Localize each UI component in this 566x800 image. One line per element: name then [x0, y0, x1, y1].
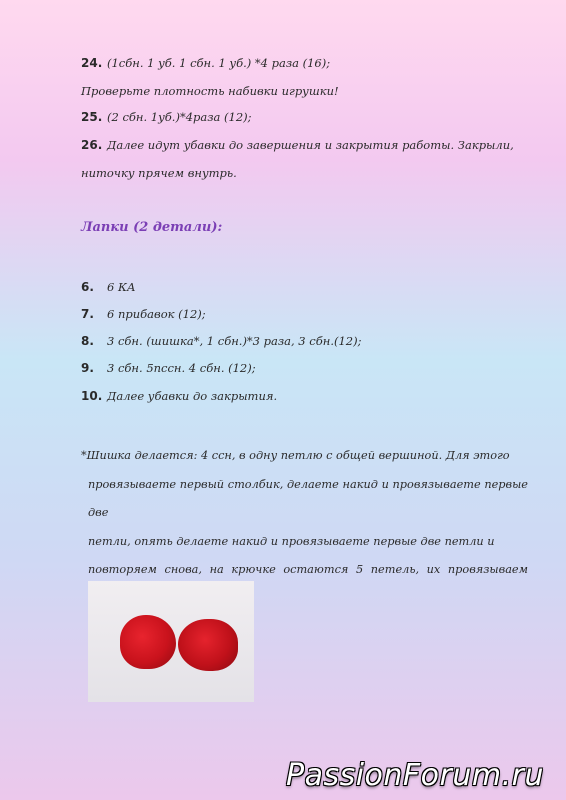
row-number: 6. [81, 280, 94, 294]
footnote-line: повторяем снова, на крючке остаются 5 петель, их провязываем [88, 563, 528, 576]
crochet-paw [178, 619, 238, 671]
row-26 [81, 138, 514, 152]
row-24 [81, 56, 330, 70]
row-number: 26. [81, 138, 103, 152]
paw-row-7 [81, 307, 206, 321]
paw-row-8 [81, 334, 361, 348]
row-text: Проверьте плотность набивки игрушки! [81, 84, 339, 98]
row-text: ниточку прячем внутрь. [81, 166, 237, 180]
row-text: 6 КА [107, 280, 136, 294]
row-text: 6 прибавок (12); [107, 307, 206, 321]
section-heading: Лапки (2 детали): [81, 220, 223, 235]
footnote-line: петли, опять делаете накид и провязываете первые две петли и [88, 534, 495, 548]
row-number: 24. [81, 56, 103, 70]
row-number: 7. [81, 307, 94, 321]
row-number: 25. [81, 110, 103, 124]
crochet-paw [120, 615, 176, 669]
row-text: (2 сбн. 1уб.)*4раза (12); [107, 110, 252, 124]
paws-photo [88, 581, 254, 702]
watermark: PassionForum.ru [285, 758, 544, 793]
paw-row-10 [81, 389, 277, 403]
row-text: (1сбн. 1 уб. 1 сбн. 1 уб.) *4 раза (16); [107, 56, 331, 70]
row-check-note [81, 84, 339, 98]
row-text: Далее убавки до закрытия. [107, 389, 278, 403]
row-number: 9. [81, 361, 94, 375]
row-text: Далее идут убавки до завершения и закрытия работы. Закрыли, [107, 138, 514, 152]
paw-row-9 [81, 361, 256, 375]
footnote-line: провязываете первый столбик, делаете накид и провязываете первые две [88, 477, 528, 519]
paw-row-6 [81, 280, 136, 294]
row-25 [81, 110, 252, 124]
footnote-line: *Шишка делается: 4 ссн, в одну петлю с общей вершиной. Для этого [81, 449, 510, 462]
row-text: 3 сбн. 5пссн. 4 сбн. (12); [107, 361, 256, 375]
row-number: 8. [81, 334, 94, 348]
row-text: 3 сбн. (шишка*, 1 сбн.)*3 раза, 3 сбн.(12); [107, 334, 362, 348]
row-26-continued [81, 166, 237, 180]
row-number: 10. [81, 389, 103, 403]
